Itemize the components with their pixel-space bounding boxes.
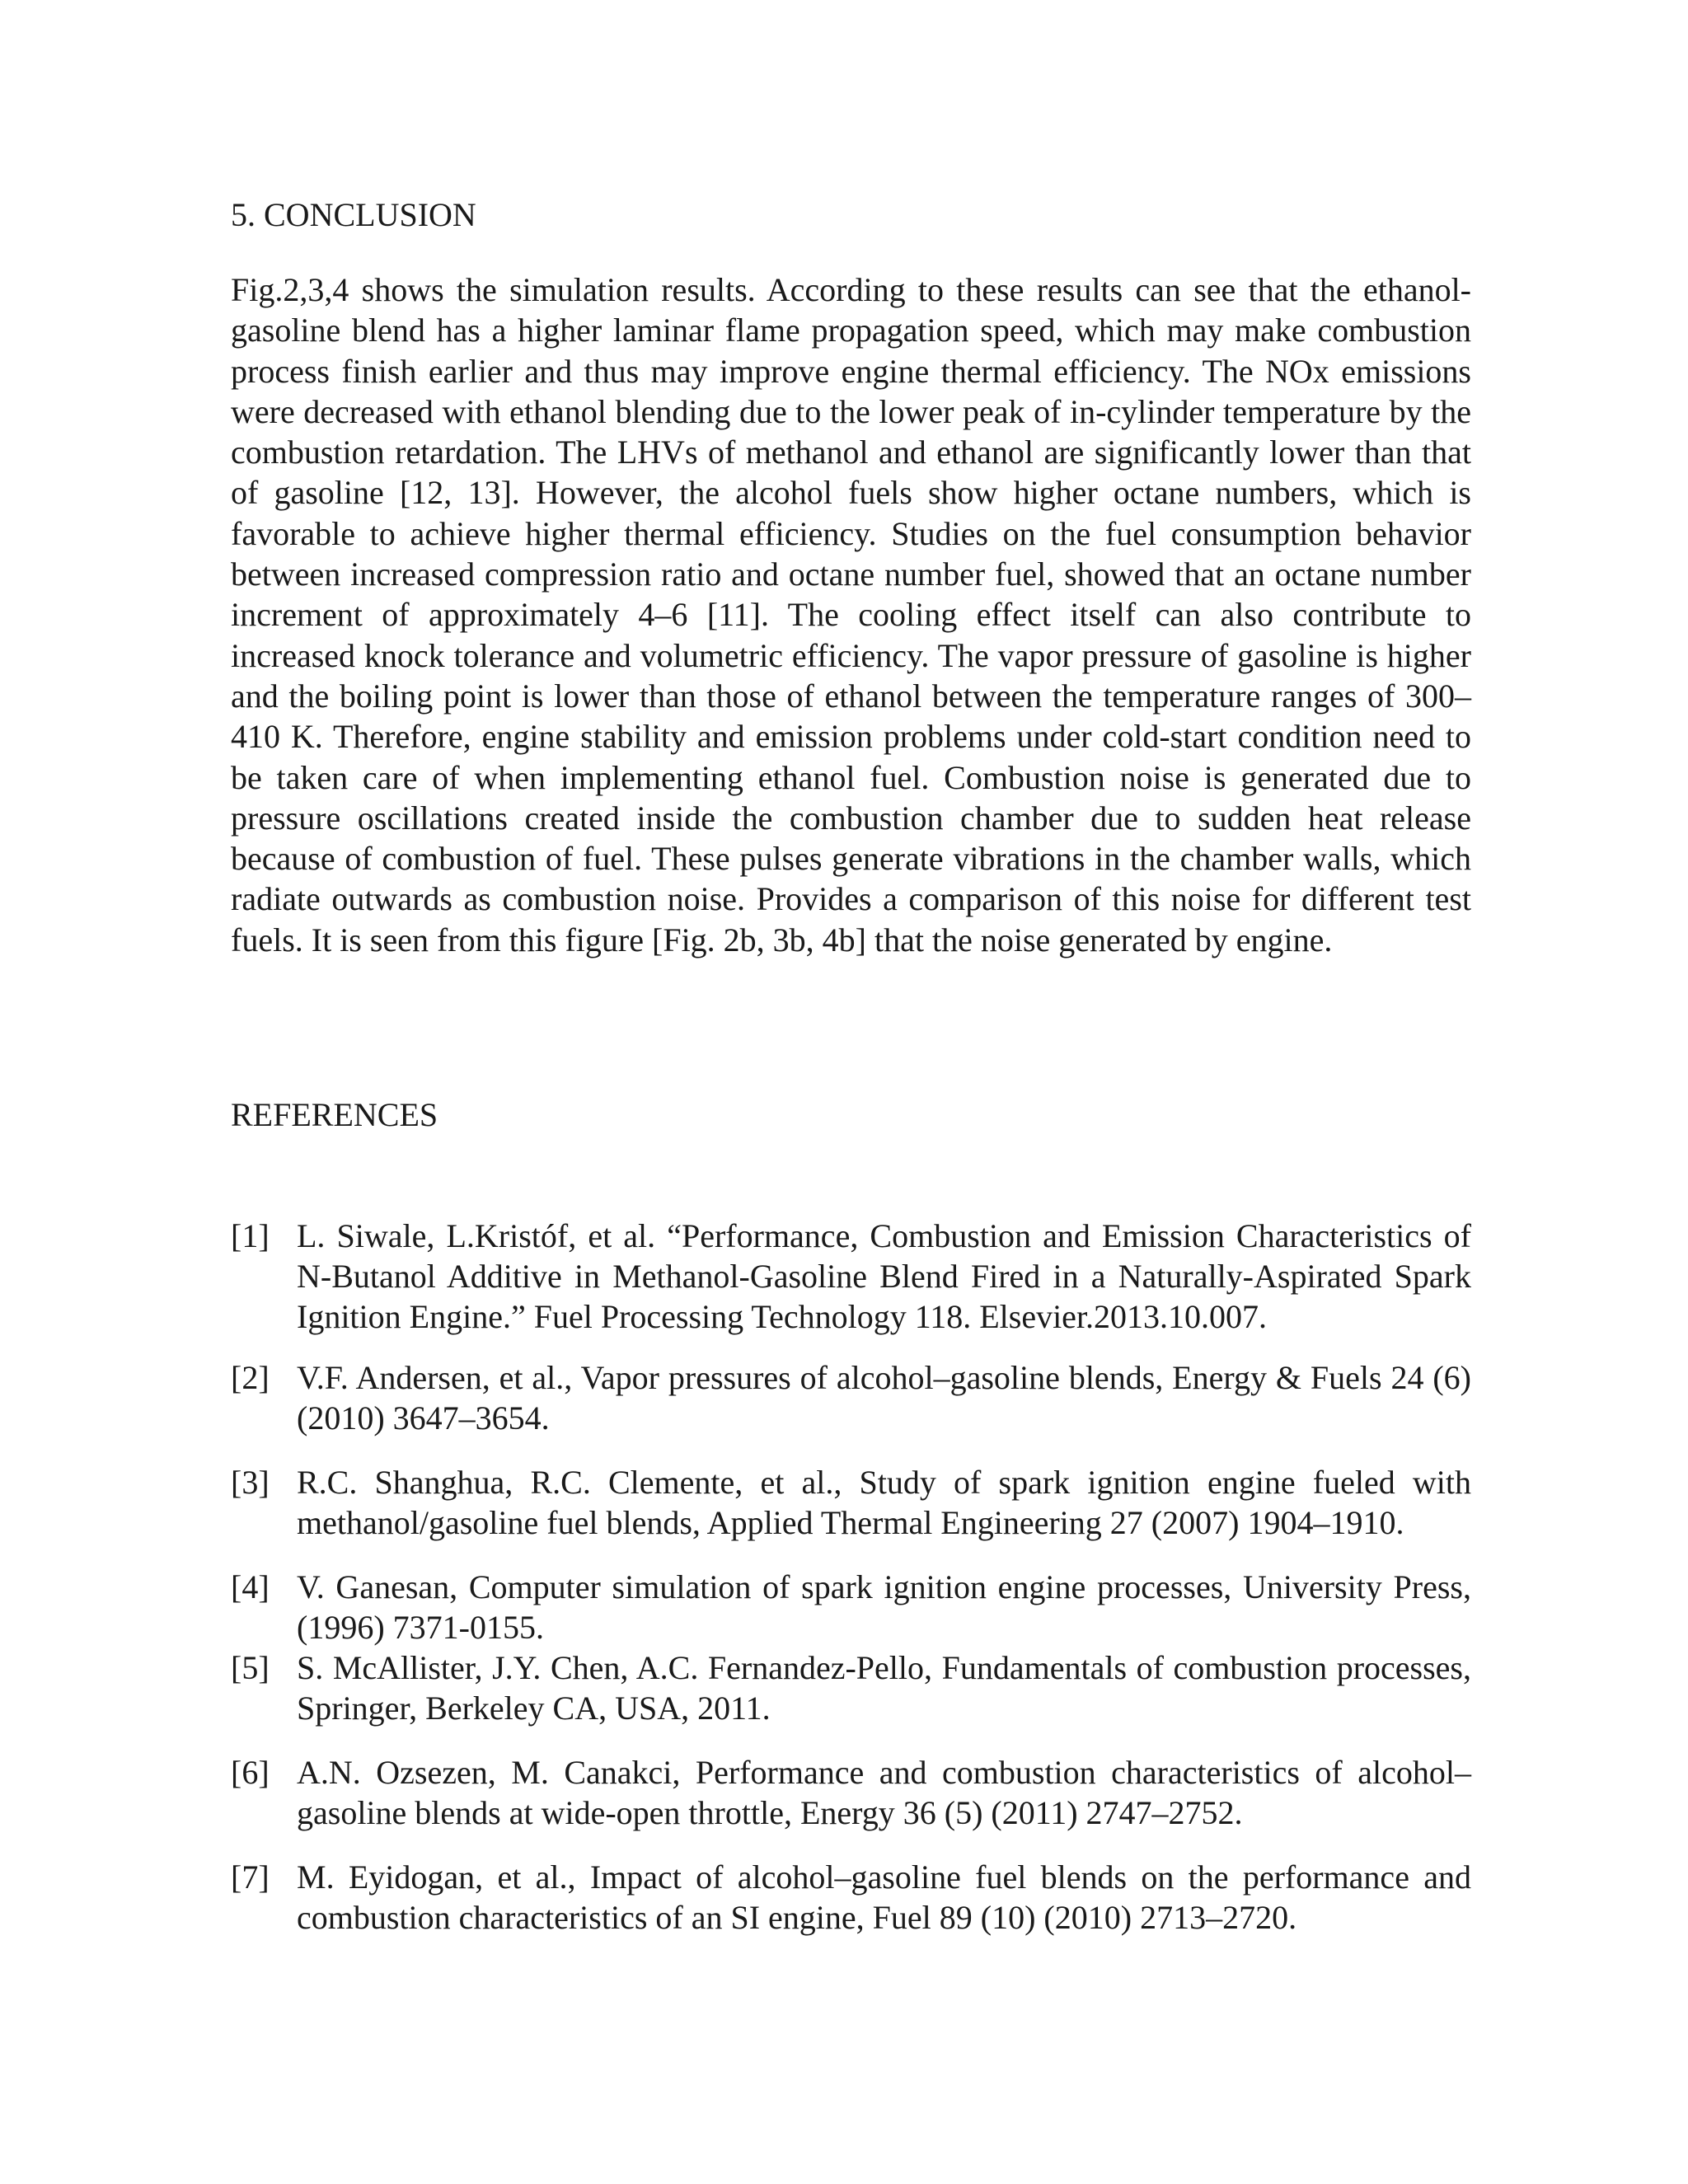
reference-number: [6] <box>231 1754 270 1791</box>
reference-item <box>231 1216 1471 1337</box>
reference-text: M. Eyidogan, et al., Impact of alcohol–gasoline fuel blends on the performance and combustion characteristics of an SI engine, Fuel 89 (10) (2010) 2713–2720. <box>297 1858 1471 1936</box>
reference-text: L. Siwale, L.Kristóf, et al. “Performance, Combustion and Emission Characteristics of N-Butanol Additive in Methanol-Gasoline Blend Fired in a Naturally-Aspirated Spark Ignition Engine.” Fuel Processing Technology 118. Elsevier.2013.10.007. <box>297 1217 1471 1335</box>
references-heading: REFERENCES <box>231 1096 438 1133</box>
reference-number: [2] <box>231 1359 270 1396</box>
reference-item <box>231 1752 1471 1833</box>
reference-text: A.N. Ozsezen, M. Canakci, Performance and combustion characteristics of alcohol–gasoline blends at wide-open throttle, Energy 36 (5) (2011) 2747–2752. <box>297 1754 1471 1831</box>
reference-text: S. McAllister, J.Y. Chen, A.C. Fernandez-Pello, Fundamentals of combustion processes, Springer, Berkeley CA, USA, 2011. <box>297 1649 1471 1727</box>
reference-text: V. Ganesan, Computer simulation of spark ignition engine processes, University Press, (1996) 7371-0155. <box>297 1568 1471 1646</box>
reference-item <box>231 1647 1471 1728</box>
reference-item <box>231 1357 1471 1438</box>
reference-item <box>231 1567 1471 1647</box>
reference-item <box>231 1462 1471 1543</box>
conclusion-heading: 5. CONCLUSION <box>231 196 476 233</box>
reference-number: [3] <box>231 1464 270 1501</box>
reference-number: [7] <box>231 1858 270 1896</box>
reference-item <box>231 1857 1471 1938</box>
reference-number: [1] <box>231 1217 270 1254</box>
reference-text: R.C. Shanghua, R.C. Clemente, et al., Study of spark ignition engine fueled with methanol/gasoline fuel blends, Applied Thermal Engineering 27 (2007) 1904–1910. <box>297 1464 1471 1541</box>
reference-list <box>231 1216 1471 1938</box>
reference-number: [5] <box>231 1649 270 1686</box>
conclusion-paragraph: Fig.2,3,4 shows the simulation results. According to these results can see that the ethanol-gasoline blend has a higher laminar flame propagation speed, which may make combustion process finish earlier and thus may improve engine thermal efficiency. The NOx emissions were decreased with ethanol blending due to the lower peak of in-cylinder temperature by the combustion retardation. The LHVs of methanol and ethanol are significantly lower than that of gasoline [12, 13]. However, the alcohol fuels show higher octane numbers, which is favorable to achieve higher thermal efficiency. Studies on the fuel consumption behavior between increased compression ratio and octane number fuel, showed that an octane number increment of approximately 4–6 [11]. The cooling effect itself can also contribute to increased knock tolerance and volumetric efficiency. The vapor pressure of gasoline is higher and the boiling point is lower than those of ethanol between the temperature ranges of 300–410 K. Therefore, engine stability and emission problems under cold-start condition need to be taken care of when implementing ethanol fuel. Combustion noise is generated due to pressure oscillations created inside the combustion chamber due to sudden heat release because of combustion of fuel. These pulses generate vibrations in the chamber walls, which radiate outwards as combustion noise. Provides a comparison of this noise for different test fuels. It is seen from this figure [Fig. 2b, 3b, 4b] that the noise generated by engine. <box>231 271 1471 958</box>
reference-text: V.F. Andersen, et al., Vapor pressures of alcohol–gasoline blends, Energy & Fuels 24 (6) (2010) 3647–3654. <box>297 1359 1471 1436</box>
reference-number: [4] <box>231 1568 270 1605</box>
